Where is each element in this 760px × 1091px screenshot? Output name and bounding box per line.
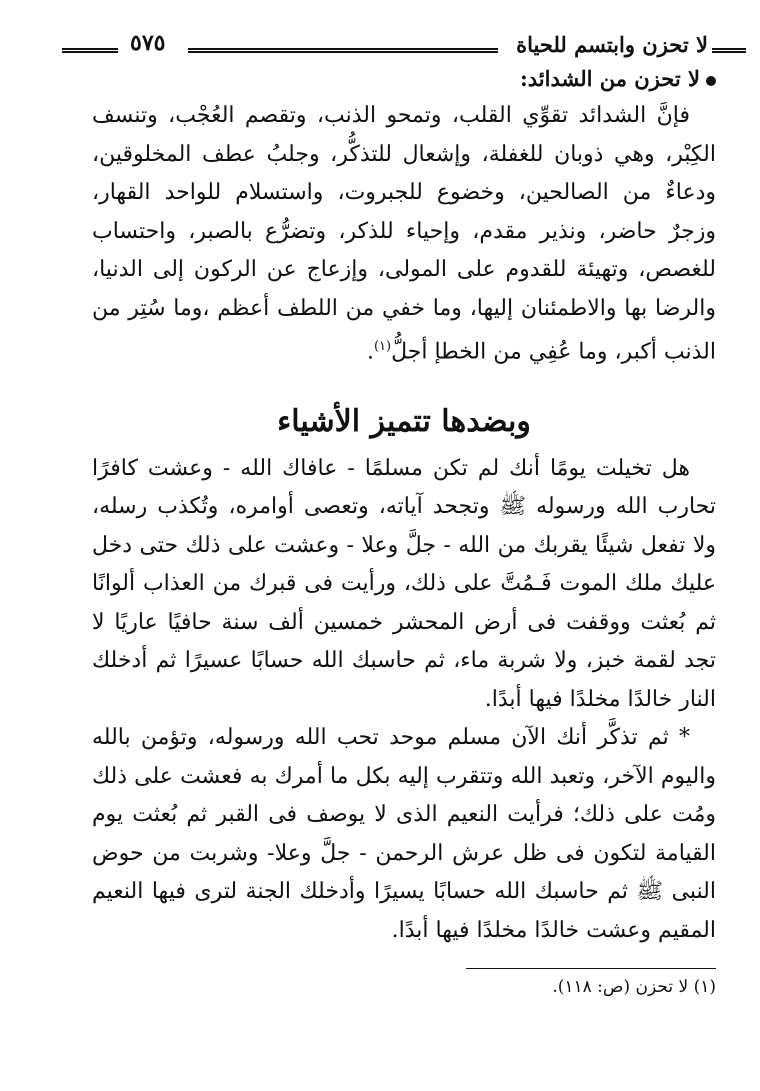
- footnote-separator: [466, 968, 716, 969]
- header-title: لا تحزن وابتسم للحياة: [516, 32, 708, 57]
- subheading: [92, 66, 716, 91]
- paragraph-1-text: فإنَّ الشدائد تقوِّي القلب، وتمحو الذنب، وتقصم العُجْب، وتنسف الكِبْر، وهي ذوبان للغفلة، وإشعال للتذكُّر، وجلبُ عطف المخلوقين، ودعاءٌ من الصالحين، وخضوع للجبروت، واستسلام للواحد القهار، وزجرٌ حاضر، ونذير مقدم، وإحياء للذكر، وتضرُّع بالصبر، واحتساب للغصص، وتهيئة للقدوم على المولى، وإزعاج عن الركون إلى الدنيا، والرضا بها والاطمئنان إليها، وما خفي من اللطف أعظم ،وما سُتِر من الذنب أكبر، وما عُفِي من الخطإ أجلُّ: [92, 103, 716, 365]
- paragraph-1-end: .: [366, 339, 374, 365]
- paragraph-2-text: هل تخيلت يومًا أنك لم تكن مسلمًا - عافاك الله - وعشت كافرًا تحارب الله ورسوله ﷺ وتجحد آياته، وتعصى أوامره، وتُكذب رسله، ولا تفعل شيئًا يقربك من الله - جلَّ وعلا - وعشت على ذلك حتى دخل عليك ملك الموت فَـمُتَّ على ذلك، ورأيت فى قبرك من العذاب ألوانًا ثم بُعثت ووقفت فى أرض المحشر خمسين ألف سنة حافيًا عاريًا لا تجد لقمة خبز، ولا شربة ماء، ثم حاسبك الله حسابًا عسيرًا ثم أدخلك النار خالدًا مخلدًا فيها أبدًا.: [92, 455, 717, 712]
- subheading-text: لا تحزن من الشدائد:: [520, 66, 700, 91]
- paragraph-2: [92, 450, 716, 720]
- bullet-icon: [706, 76, 716, 86]
- footnote: (١) لا تحزن (ص: ١١٨).: [552, 977, 716, 998]
- header-rule-right: [712, 48, 746, 53]
- paragraph-3: [92, 719, 716, 950]
- section-title: وبضدها تتميز الأشياء: [277, 403, 531, 439]
- running-header: [92, 28, 716, 64]
- header-rule-left: [62, 48, 118, 53]
- book-page: [92, 28, 716, 1068]
- header-rule: [188, 48, 498, 53]
- page-number: ٥٧٥: [130, 30, 166, 56]
- footnote-marker[interactable]: (١): [373, 339, 392, 354]
- paragraph-1: [92, 97, 716, 372]
- paragraph-3-text: * ثم تذكَّر أنك الآن مسلم موحد تحب الله ورسوله، وتؤمن بالله واليوم الآخر، وتعبد الله وتتقرب إليه بكل ما أمرك به فعشت على ذلك ومُت على ذلك؛ فرأيت النعيم الذى لا يوصف فى القبر ثم بُعثت يوم القيامة لتكون فى ظل عرش الرحمن - جلَّ وعلا- وشربت من حوض النبى ﷺ ثم حاسبك الله حسابًا يسيرًا وأدخلك الجنة لترى فيها النعيم المقيم وعشت خالدًا مخلدًا فيها أبدًا.: [92, 725, 716, 943]
